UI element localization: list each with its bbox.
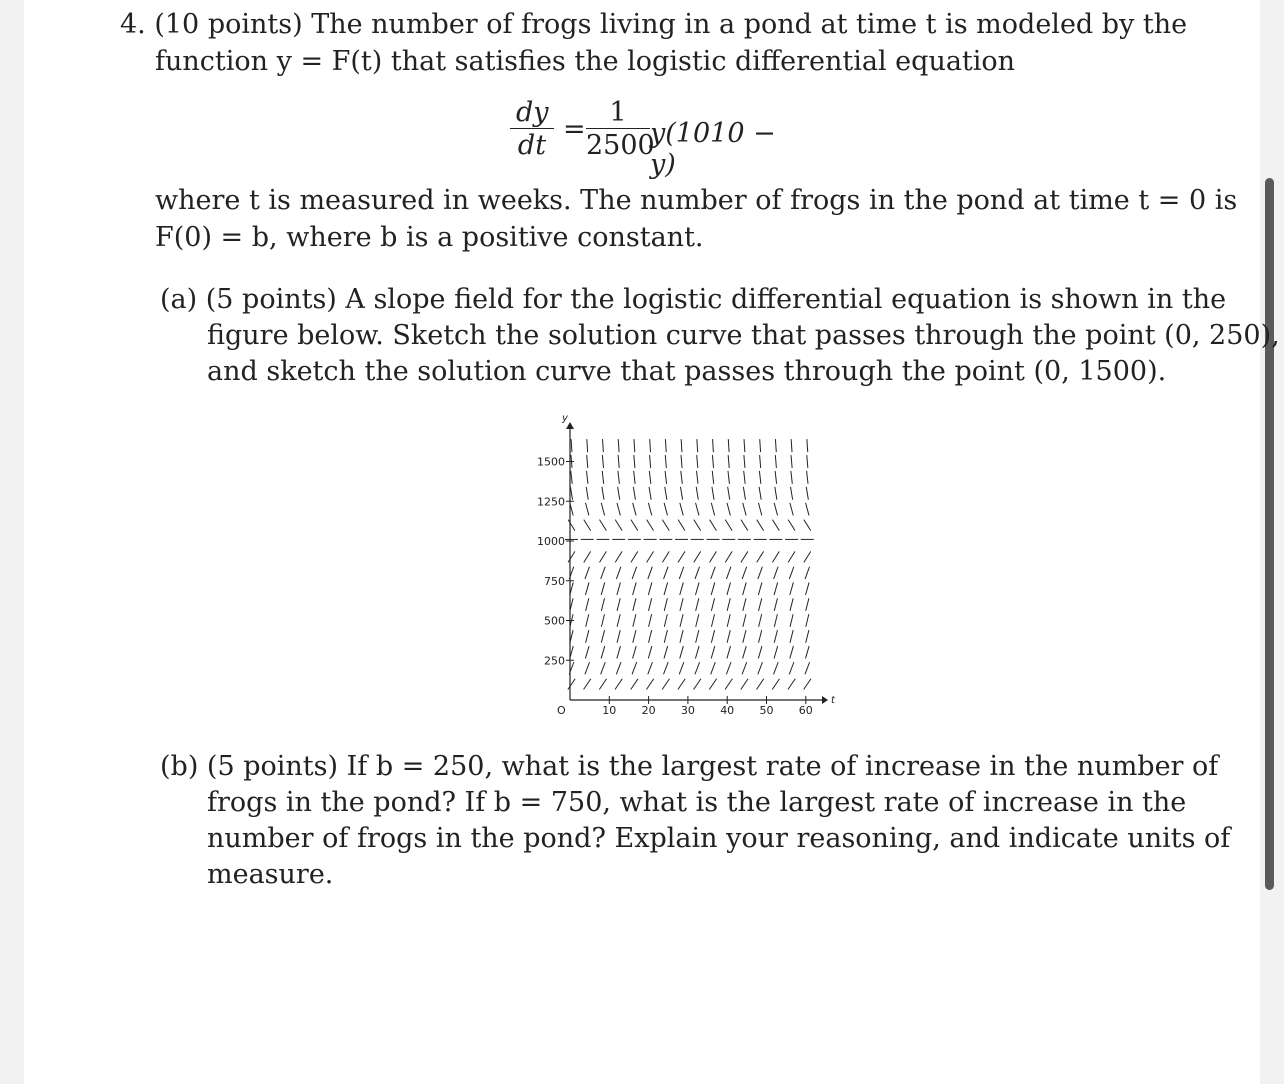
slope-segment (756, 679, 763, 690)
slope-segment (791, 455, 792, 468)
slope-segment (791, 471, 792, 484)
slope-segment (648, 567, 652, 579)
slope-segment (584, 679, 591, 690)
dt-denominator: dt (517, 130, 547, 161)
slope-segment (774, 630, 777, 643)
slope-segment (741, 551, 748, 562)
x-tick-label: 50 (759, 704, 774, 717)
slope-segment (601, 630, 604, 643)
slope-segment (790, 614, 793, 627)
part-b-line-1: (b) (5 points) If b = 250, what is the largest rate of increase in the number of (160, 751, 1219, 782)
slope-segment (664, 503, 667, 516)
slope-segment (758, 646, 762, 658)
slope-segment (586, 598, 589, 611)
slope-segment (649, 614, 652, 627)
slope-segment (602, 471, 603, 484)
slope-segment (568, 520, 575, 531)
y-tick-label: 1250 (537, 495, 565, 509)
slope-segment (665, 471, 666, 484)
slope-segment (806, 487, 808, 500)
slope-segment (774, 614, 777, 627)
slope-segment (586, 630, 589, 643)
slope-segment (695, 567, 699, 579)
slope-segment (695, 646, 699, 658)
coefficient-fraction (586, 97, 655, 163)
equation-rhs: y(1010 − y) (650, 118, 776, 180)
slope-segment (694, 679, 701, 690)
slope-segment (678, 679, 685, 690)
part-b-line-2: frogs in the pond? If b = 750, what is the largest rate of increase in the (207, 787, 1187, 818)
slope-segment (727, 630, 730, 643)
y-tick-label: 750 (544, 574, 565, 588)
slope-segment (772, 520, 779, 531)
slope-segment (806, 598, 809, 611)
slope-segment (711, 630, 714, 643)
slope-segment (615, 551, 622, 562)
slope-segment (617, 598, 620, 611)
slope-segment (743, 598, 746, 611)
slope-segment (631, 520, 638, 531)
slope-segment (757, 551, 764, 562)
slope-segment (615, 679, 622, 690)
slope-segment (741, 679, 748, 690)
slope-segment (649, 598, 652, 611)
slope-segment (791, 439, 792, 452)
slope-segment (649, 487, 651, 500)
slope-segment (744, 455, 745, 468)
slope-segment (772, 551, 779, 562)
slope-segment (710, 551, 717, 562)
slope-segment (649, 630, 652, 643)
x-tick-label: 10 (602, 704, 617, 717)
slope-segment (790, 598, 793, 611)
slope-segment (585, 646, 589, 658)
slope-segment (805, 662, 810, 674)
slope-segment (650, 439, 651, 452)
slope-segment (725, 551, 732, 562)
slope-segment (601, 598, 604, 611)
x-tick-label: 40 (720, 704, 735, 717)
slope-segment (697, 439, 698, 452)
slope-segment (696, 614, 699, 627)
slope-segment (713, 439, 714, 452)
slope-segment (585, 662, 590, 674)
slope-segment (697, 471, 698, 484)
slope-segment (790, 646, 794, 658)
slope-segment (679, 567, 683, 579)
slope-segment (711, 503, 714, 516)
slope-segment (710, 520, 717, 531)
slope-segment (633, 646, 637, 658)
slope-segment (757, 520, 764, 531)
dy-dt-fraction (510, 98, 554, 163)
slope-segment (788, 679, 795, 690)
slope-segment (728, 487, 730, 500)
slope-segment (791, 487, 793, 500)
slope-segment (617, 503, 620, 516)
slope-segment (679, 662, 684, 674)
slope-field-segments (565, 439, 814, 689)
slope-segment (586, 503, 589, 516)
slope-segment (696, 503, 699, 516)
slope-segment (775, 439, 776, 452)
slope-segment (601, 503, 604, 516)
slope-segment (680, 503, 683, 516)
slope-segment (617, 646, 621, 658)
slope-segment (601, 567, 605, 579)
slope-segment (678, 551, 685, 562)
slope-segment (760, 439, 761, 452)
slope-segment (584, 551, 591, 562)
slope-segment (681, 439, 682, 452)
slope-segment (807, 439, 808, 452)
part-b-line-3: number of frogs in the pond? Explain your reasoning, and indicate units of (207, 823, 1231, 854)
slope-segment (662, 679, 669, 690)
slope-segment (743, 646, 747, 658)
problem-line-3: where t is measured in weeks. The number of frogs in the pond at time t = 0 is (155, 185, 1238, 216)
slope-segment (648, 646, 652, 658)
slope-segment (586, 487, 588, 500)
slope-segment (633, 487, 635, 500)
slope-segment (727, 646, 731, 658)
slope-field-chart (520, 405, 840, 725)
t-axis-arrow (822, 696, 828, 704)
slope-segment (697, 455, 698, 468)
slope-segment (633, 614, 636, 627)
slope-segment (617, 630, 620, 643)
slope-segment (789, 662, 794, 674)
slope-segment (711, 582, 715, 595)
slope-segment (712, 455, 713, 468)
slope-segment (775, 487, 777, 500)
slope-segment (774, 567, 778, 579)
slope-segment (744, 439, 745, 452)
slope-segment (804, 551, 811, 562)
x-tick-label: 20 (641, 704, 656, 717)
coefficient-numerator: 1 (586, 98, 650, 129)
slope-segment (743, 503, 746, 516)
slope-segment (681, 471, 682, 484)
part-a-line-1: (a) (5 points) A slope field for the logistic differential equation is shown in the (160, 284, 1227, 315)
y-tick-label: 500 (544, 614, 565, 628)
slope-segment (617, 614, 620, 627)
slope-segment (743, 614, 746, 627)
slope-segment (633, 630, 636, 643)
slope-segment (568, 679, 575, 690)
slope-segment (790, 630, 793, 643)
slope-segment (711, 567, 715, 579)
slope-segment (743, 630, 746, 643)
slope-segment (806, 503, 809, 516)
slope-segment (601, 662, 606, 674)
slope-segment (695, 662, 700, 674)
slope-segment (665, 487, 667, 500)
slope-segment (681, 455, 682, 468)
slope-segment (774, 582, 778, 595)
slope-segment (650, 455, 651, 468)
slope-segment (759, 630, 762, 643)
scrollbar[interactable] (1265, 178, 1274, 890)
slope-segment (647, 551, 654, 562)
slope-segment (648, 662, 653, 674)
slope-segment (788, 551, 795, 562)
slope-segment (599, 551, 606, 562)
slope-segment (680, 614, 683, 627)
slope-segment (727, 614, 730, 627)
slope-segment (680, 582, 684, 595)
slope-segment (696, 487, 698, 500)
slope-segment (618, 487, 620, 500)
slope-segment (759, 487, 761, 500)
slope-segment (634, 439, 635, 452)
slope-segment (601, 614, 604, 627)
slope-segment (602, 487, 604, 500)
slope-segment (807, 471, 808, 484)
slope-segment (728, 471, 729, 484)
slope-segment (603, 439, 604, 452)
slope-segment (634, 471, 635, 484)
slope-segment (696, 630, 699, 643)
slope-segment (759, 614, 762, 627)
problem-line-2: function y = F(t) that satisfies the logistic differential equation (155, 46, 1016, 77)
slope-segment (664, 662, 669, 674)
slope-segment (696, 598, 699, 611)
slope-segment (665, 439, 666, 452)
slope-segment (789, 567, 793, 579)
slope-segment (805, 646, 809, 658)
slope-segment (632, 567, 636, 579)
slope-segment (648, 503, 651, 516)
slope-segment (571, 471, 572, 484)
slope-segment (602, 455, 603, 468)
part-b-line-4: measure. (207, 859, 334, 890)
slope-segment (790, 503, 793, 516)
slope-segment (571, 439, 572, 452)
slope-segment (775, 455, 776, 468)
slope-segment (758, 503, 761, 516)
slope-segment (760, 455, 761, 468)
slope-segment (727, 503, 730, 516)
slope-segment (615, 520, 622, 531)
slope-segment (618, 455, 619, 468)
origin-label: O (557, 704, 566, 717)
slope-segment (728, 455, 729, 468)
slope-segment (634, 455, 635, 468)
y-tick-label: 1500 (537, 455, 565, 469)
slope-segment (743, 582, 747, 595)
slope-segment (587, 455, 588, 468)
slope-segment (586, 471, 587, 484)
chart-ticks (537, 456, 813, 718)
slope-segment (726, 662, 731, 674)
slope-segment (631, 551, 638, 562)
slope-segment (804, 679, 811, 690)
slope-segment (711, 646, 715, 658)
slope-segment (711, 598, 714, 611)
slope-segment (587, 439, 588, 452)
slope-segment (759, 598, 762, 611)
slope-segment (727, 598, 730, 611)
slope-segment (742, 662, 747, 674)
slope-segment (599, 520, 606, 531)
slope-segment (664, 567, 668, 579)
problem-line-4: F(0) = b, where b is a positive constant. (155, 222, 704, 253)
y-tick-label: 250 (544, 654, 565, 668)
slope-segment (680, 646, 684, 658)
slope-segment (633, 582, 637, 595)
y-axis-label: y (562, 413, 568, 424)
slope-segment (725, 520, 732, 531)
slope-segment (805, 567, 809, 579)
slope-segment (665, 455, 666, 468)
slope-segment (709, 679, 716, 690)
slope-segment (694, 520, 701, 531)
slope-segment (759, 471, 760, 484)
slope-segment (694, 551, 701, 562)
slope-segment (664, 646, 668, 658)
slope-segment (743, 487, 745, 500)
slope-segment (711, 662, 716, 674)
slope-segment (616, 662, 621, 674)
slope-segment (568, 551, 575, 562)
part-a-line-2: figure below. Sketch the solution curve that passes through the point (0, 250), (207, 320, 1280, 351)
slope-segment (774, 646, 778, 658)
slope-segment (726, 567, 730, 579)
equals-sign: = (563, 114, 586, 145)
coefficient-denominator: 2500 (586, 130, 655, 161)
slope-segment (728, 439, 729, 452)
slope-segment (741, 520, 748, 531)
x-tick-label: 60 (798, 704, 813, 717)
slope-segment (790, 582, 794, 595)
slope-segment (616, 567, 620, 579)
logistic-equation (510, 96, 810, 180)
slope-segment (646, 679, 653, 690)
slope-segment (758, 582, 762, 595)
slope-segment (695, 582, 699, 595)
problem-line-1: 4. (10 points) The number of frogs living in a pond at time t is modeled by the (120, 9, 1188, 40)
slope-segment (617, 582, 621, 595)
slope-segment (599, 679, 606, 690)
slope-segment (727, 582, 731, 595)
slope-segment (758, 567, 762, 579)
slope-segment (744, 471, 745, 484)
slope-segment (806, 582, 810, 595)
slope-segment (758, 662, 763, 674)
slope-segment (664, 598, 667, 611)
slope-segment (678, 520, 685, 531)
slope-segment (632, 662, 637, 674)
slope-segment (570, 487, 572, 500)
slope-segment (664, 630, 667, 643)
slope-segment (601, 646, 605, 658)
dy-numerator: dy (510, 98, 554, 129)
slope-segment (664, 582, 668, 595)
slope-segment (647, 520, 654, 531)
slope-segment (649, 471, 650, 484)
slope-segment (631, 679, 638, 690)
slope-segment (662, 520, 669, 531)
slope-segment (788, 520, 795, 531)
slope-segment (774, 598, 777, 611)
slope-segment (662, 551, 669, 562)
slope-segment (633, 598, 636, 611)
slope-segment (584, 520, 591, 531)
slope-segment (601, 582, 605, 595)
slope-segment (680, 598, 683, 611)
slope-segment (586, 614, 589, 627)
slope-segment (806, 630, 809, 643)
slope-segment (585, 567, 589, 579)
slope-segment (712, 471, 713, 484)
slope-segment (680, 487, 682, 500)
slope-segment (712, 487, 714, 500)
part-a-line-3: and sketch the solution curve that passes through the point (0, 1500). (207, 356, 1167, 387)
slope-segment (807, 455, 808, 468)
y-tick-label: 1000 (537, 535, 565, 548)
slope-segment (618, 439, 619, 452)
slope-segment (711, 614, 714, 627)
slope-segment (680, 630, 683, 643)
slope-segment (618, 471, 619, 484)
slope-segment (775, 471, 776, 484)
slope-segment (664, 614, 667, 627)
slope-segment (585, 582, 589, 595)
slope-segment (648, 582, 652, 595)
slope-segment (742, 567, 746, 579)
slope-segment (772, 679, 779, 690)
slope-segment (774, 662, 779, 674)
slope-segment (804, 520, 811, 531)
x-tick-label: 30 (680, 704, 695, 717)
slope-segment (633, 503, 636, 516)
slope-segment (725, 679, 732, 690)
slope-segment (774, 503, 777, 516)
t-axis-label: t (831, 695, 835, 706)
slope-segment (806, 614, 809, 627)
